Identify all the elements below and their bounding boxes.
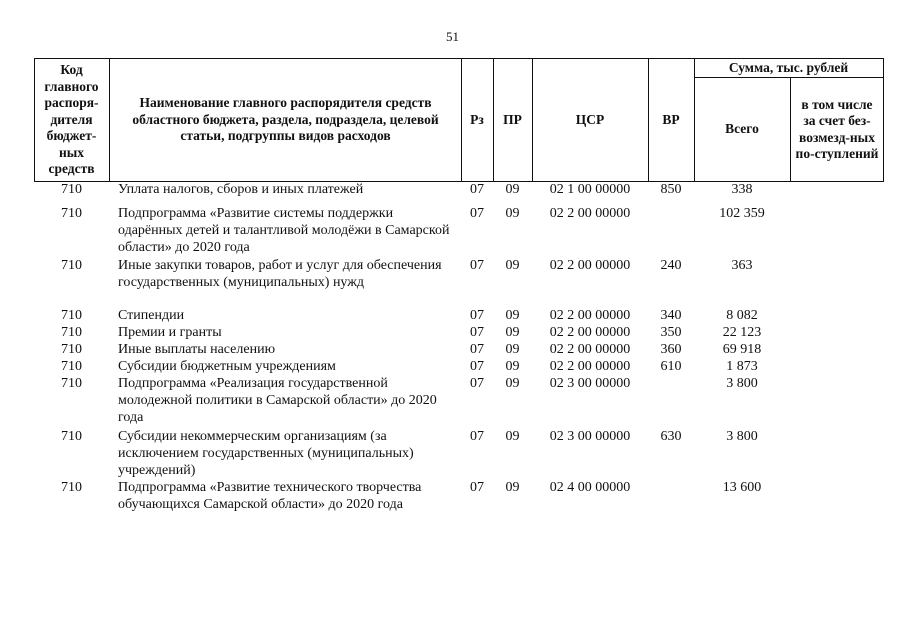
cell-vr: 360: [660, 342, 682, 357]
cell-rz: 07: [470, 342, 484, 357]
header-code: Код главного распоря-дителя бюджет-ных средств: [44, 62, 99, 177]
cell-total: 338: [731, 182, 753, 197]
cell-vr: 850: [660, 182, 682, 197]
cell-total: 69 918: [722, 342, 762, 357]
cell-code: 710: [61, 342, 82, 357]
cell-total: 102 359: [719, 206, 765, 221]
cell-vr: 240: [660, 258, 682, 273]
cell-pr: 09: [505, 258, 520, 273]
cell-rz: 07: [470, 359, 484, 374]
cell-vr: 610: [660, 359, 682, 374]
col-border: [883, 58, 884, 182]
cell-csr: 02 4 00 00000: [549, 480, 631, 495]
cell-pr: 09: [505, 359, 520, 374]
cell-total: 13 600: [722, 480, 762, 495]
cell-name: Иные закупки товаров, работ и услуг для обеспечения государственных (муниципальных) нужд: [118, 258, 442, 290]
cell-name: Субсидии некоммерческим организациям (за исключением государственных (муниципальных) учреждений): [118, 429, 414, 478]
page-number: 51: [446, 29, 459, 44]
cell-code: 710: [61, 480, 82, 495]
cell-pr: 09: [505, 325, 520, 340]
cell-csr: 02 1 00 00000: [549, 182, 631, 197]
cell-name: Стипендии: [118, 308, 185, 323]
header-incl-gratis: в том числе за счет без-возмезд-ных по-ступлений: [795, 96, 879, 161]
cell-csr: 02 3 00 00000: [549, 429, 631, 444]
cell-total: 22 123: [722, 325, 762, 340]
cell-pr: 09: [505, 342, 520, 357]
header-name: Наименование главного распорядителя средств областного бюджета, раздела, подраздела, целевой статьи, подгруппы видов расходов: [132, 95, 439, 144]
cell-name: Подпрограмма «Реализация государственной молодежной политики в Самарской области» до 2020 года: [118, 376, 437, 425]
cell-vr: 350: [660, 325, 682, 340]
cell-name: Подпрограмма «Развитие технического творчества обучающихся Самарской области» до 2020 года: [118, 480, 422, 512]
header-pr: ПР: [503, 111, 522, 127]
cell-code: 710: [61, 325, 82, 340]
cell-pr: 09: [505, 182, 520, 197]
cell-total: 363: [731, 258, 753, 273]
cell-rz: 07: [470, 429, 484, 444]
cell-pr: 09: [505, 480, 520, 495]
cell-csr: 02 2 00 00000: [549, 325, 631, 340]
cell-csr: 02 3 00 00000: [549, 376, 631, 391]
cell-csr: 02 2 00 00000: [549, 342, 631, 357]
cell-rz: 07: [470, 258, 484, 273]
cell-vr: 340: [660, 308, 682, 323]
cell-csr: 02 2 00 00000: [549, 206, 631, 221]
cell-name: Премии и гранты: [118, 325, 222, 340]
cell-name: Иные выплаты населению: [118, 342, 276, 357]
cell-code: 710: [61, 206, 82, 221]
cell-rz: 07: [470, 325, 484, 340]
cell-name: Уплата налогов, сборов и иных платежей: [118, 182, 364, 197]
cell-pr: 09: [505, 206, 520, 221]
cell-csr: 02 2 00 00000: [549, 308, 631, 323]
header-sum: Сумма, тыс. рублей: [728, 59, 849, 75]
cell-code: 710: [61, 359, 82, 374]
cell-code: 710: [61, 182, 82, 197]
cell-pr: 09: [505, 429, 520, 444]
header-total: Всего: [725, 121, 759, 137]
cell-rz: 07: [470, 182, 484, 197]
cell-pr: 09: [505, 308, 520, 323]
cell-code: 710: [61, 308, 82, 323]
cell-code: 710: [61, 258, 82, 273]
cell-pr: 09: [505, 376, 520, 391]
cell-code: 710: [61, 376, 82, 391]
cell-csr: 02 2 00 00000: [549, 258, 631, 273]
cell-total: 3 800: [726, 376, 758, 391]
cell-name: Подпрограмма «Развитие системы поддержки одарённых детей и талантливой молодёжи в Самарской области» до 2020 года: [118, 206, 450, 255]
cell-csr: 02 2 00 00000: [549, 359, 631, 374]
header-csr: ЦСР: [575, 111, 605, 127]
header-vr: ВР: [662, 111, 680, 127]
cell-total: 3 800: [726, 429, 758, 444]
cell-rz: 07: [470, 206, 484, 221]
cell-vr: 630: [660, 429, 682, 444]
cell-code: 710: [61, 429, 82, 444]
cell-rz: 07: [470, 308, 484, 323]
header-rz: Рз: [470, 111, 484, 127]
cell-total: 1 873: [726, 359, 758, 374]
cell-rz: 07: [470, 480, 484, 495]
cell-total: 8 082: [726, 308, 758, 323]
cell-name: Субсидии бюджетным учреждениям: [118, 359, 336, 374]
cell-rz: 07: [470, 376, 484, 391]
